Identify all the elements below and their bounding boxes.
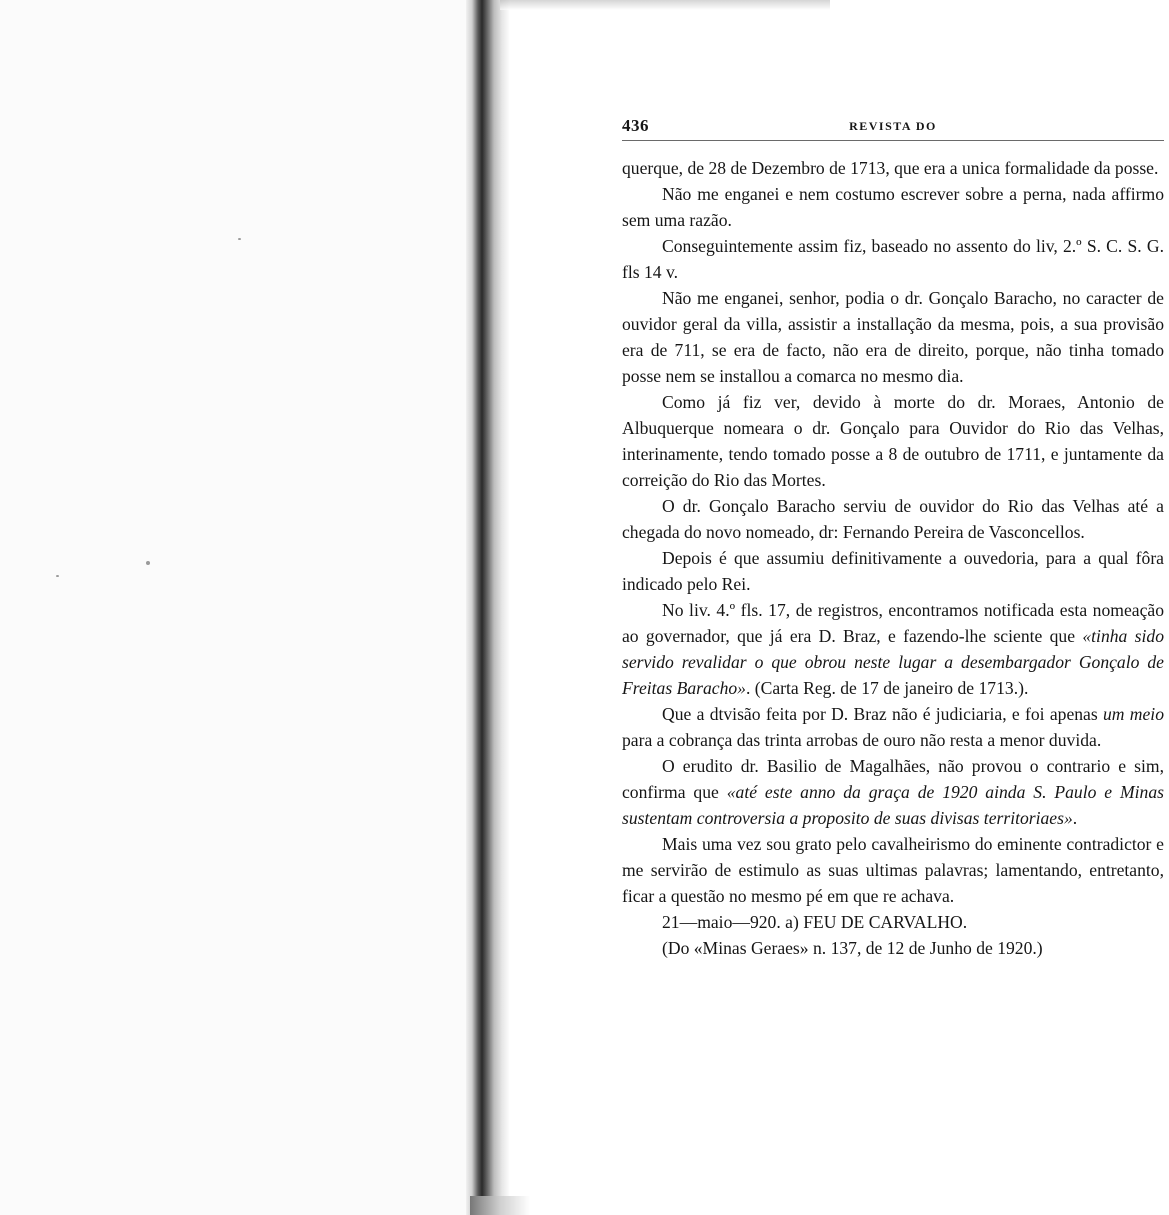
book-binding-gutter — [466, 0, 510, 1215]
page-number: 436 — [622, 116, 649, 135]
body-text — [622, 155, 1164, 961]
text-run: No liv. 4.º fls. 17, de registros, encontramos notificada esta nomeação ao governador, que já era D. Braz, e fazendo-lhe sciente que — [622, 600, 1164, 646]
paragraph: Conseguintemente assim fiz, baseado no assento do liv, 2.º S. C. S. G. fls 14 v. — [622, 236, 1164, 282]
text-run: Que a dtvisão feita por D. Braz não é judiciaria, e foi apenas — [662, 704, 1103, 724]
paragraph: Não me enganei e nem costumo escrever sobre a perna, nada affirmo sem uma razão. — [622, 184, 1164, 230]
paragraph-continuation: querque, de 28 de Dezembro de 1713, que era a unica formalidade da posse. — [622, 158, 1159, 178]
paragraph-nomeacao — [622, 597, 1164, 701]
paper-speck — [146, 561, 150, 565]
text-run: para a cobrança das trinta arrobas de ouro não resta a menor duvida. — [622, 730, 1102, 750]
signature-line: 21—maio—920. a) FEU DE CARVALHO. — [662, 912, 968, 932]
paragraph: Como já fiz ver, devido à morte do dr. Moraes, Antonio de Albuquerque nomeara o dr. Gonçalo para Ouvidor do Rio das Velhas, interinamente, tendo tomado posse a 8 de outubro de 1711, e juntamente da correição do Rio das Mortes. — [622, 392, 1164, 490]
gutter-shadow-top — [500, 0, 830, 10]
paragraph: Mais uma vez sou grato pelo cavalheirismo do eminente contradictor e me servirão de estimulo as suas ultimas palavras; lamentando, entretanto, ficar a questão no mesmo pé em que re achava. — [622, 834, 1164, 906]
source-citation: (Do «Minas Geraes» n. 137, de 12 de Junho de 1920.) — [662, 938, 1043, 958]
paper-speck — [238, 238, 241, 240]
facing-blank-page — [0, 0, 470, 1215]
text-run: . — [1072, 808, 1078, 828]
text-run: O erudito dr. Basilio de Magalhães, não provou o contrario e sim, confirma que — [622, 756, 1164, 802]
paragraph: Depois é que assumiu definitivamente a ouvedoria, para a qual fôra indicado pelo Rei. — [622, 548, 1164, 594]
emphasis: um meio — [1103, 704, 1164, 724]
printed-page — [622, 114, 1164, 961]
paragraph-basilio — [622, 753, 1164, 831]
paper-speck — [56, 575, 59, 577]
paragraph-divisao — [622, 701, 1164, 753]
text-run: . (Carta Reg. de 17 de janeiro de 1713.). — [745, 678, 1029, 698]
paragraph: Não me enganei, senhor, podia o dr. Gonçalo Baracho, no caracter de ouvidor geral da villa, assistir a installação da mesma, pois, a sua provisão era de 711, se era de facto, não era de direito, porque, não tinha tomado posse nem se installou a comarca no mesmo dia. — [622, 288, 1164, 386]
running-head — [622, 114, 1164, 141]
gutter-shadow-bottom — [470, 1196, 530, 1215]
paragraph: O dr. Gonçalo Baracho serviu de ouvidor do Rio das Velhas até a chegada do novo nomeado, dr: Fernando Pereira de Vasconcellos. — [622, 496, 1164, 542]
quoted-text: «até este anno da graça de 1920 ainda S. Paulo e Minas sustentam controversia a proposito de suas divisas territoriaes» — [622, 782, 1164, 828]
running-title: REVISTA DO — [849, 119, 937, 133]
quoted-letter: «tinha sido servido revalidar o que obrou neste lugar a desembargador Gonçalo de Freitas Baracho» — [622, 626, 1164, 698]
